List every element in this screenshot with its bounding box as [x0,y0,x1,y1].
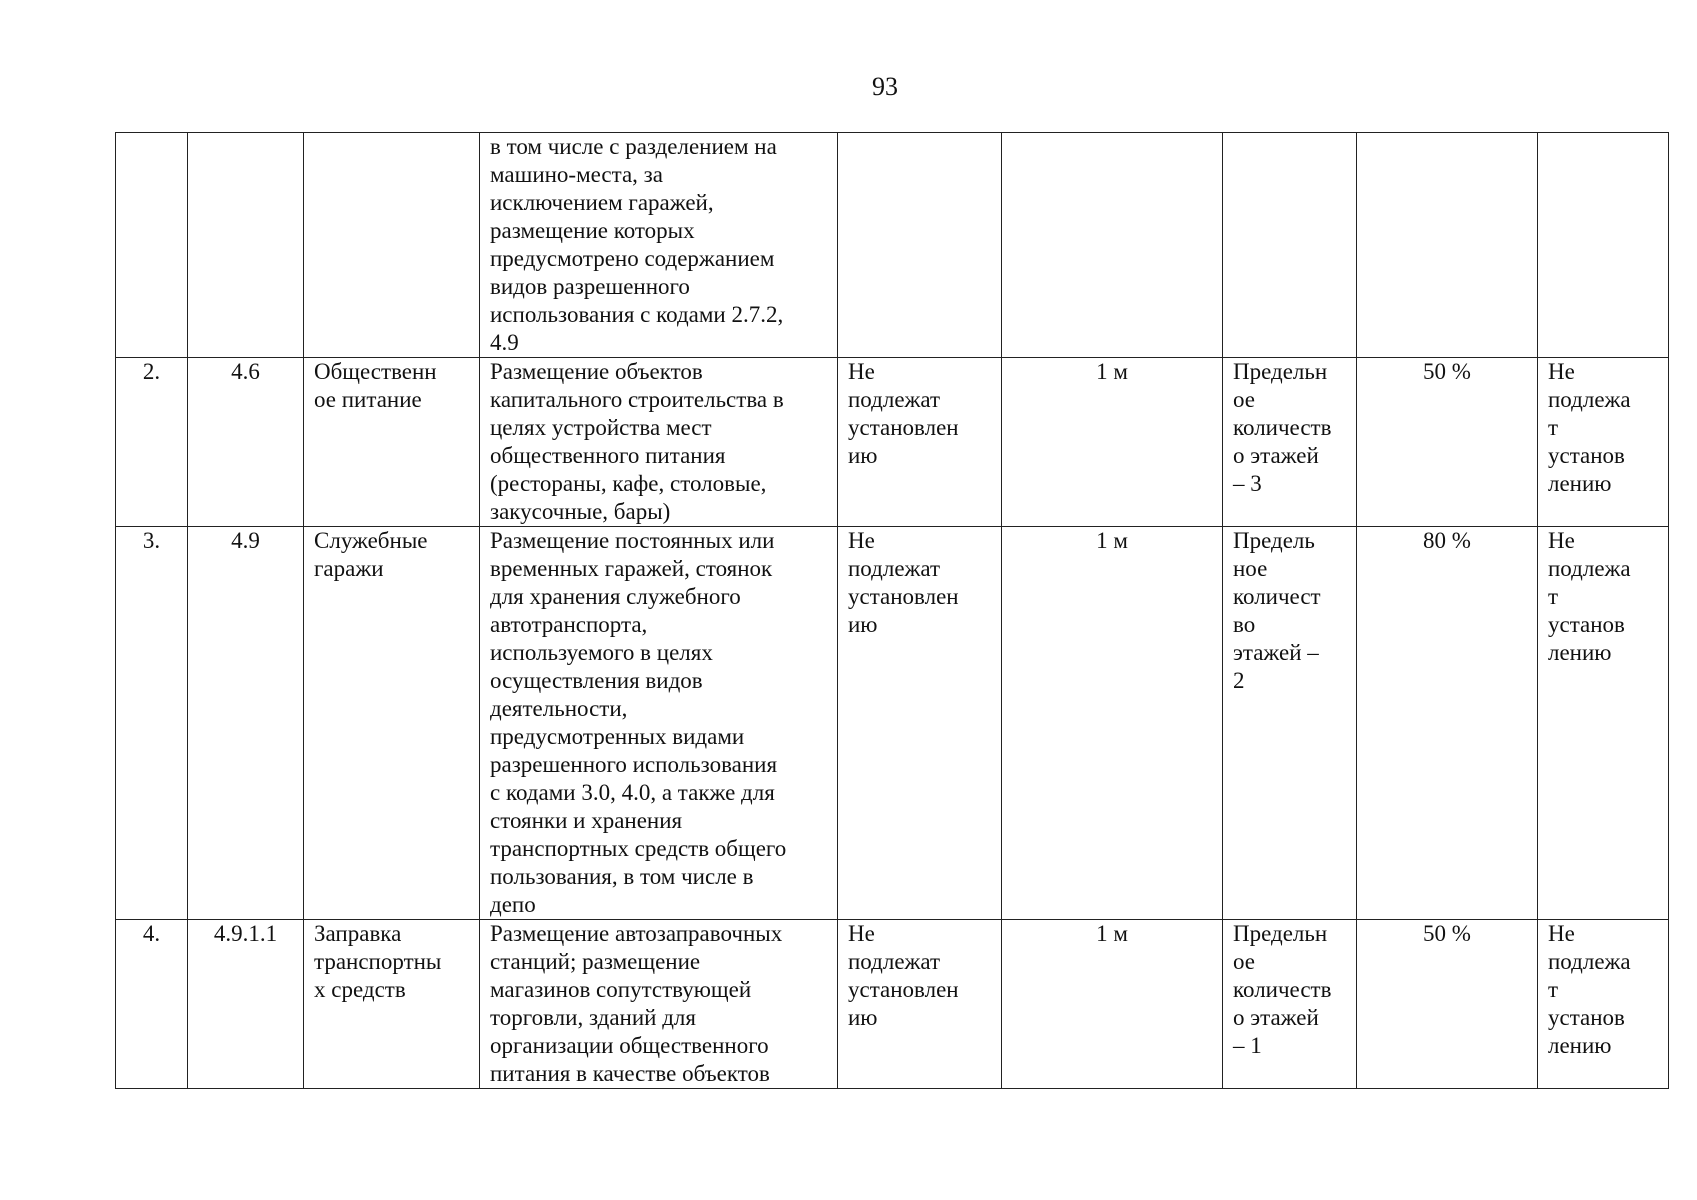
min-area: Не подлежат установлен ию [848,359,959,468]
min-area-cell [838,358,1002,527]
name-cell [304,920,480,1089]
row-number-cell [116,527,188,920]
row-number: 2. [142,359,161,384]
description-cell [480,920,838,1089]
other-cell [1538,920,1669,1089]
code-cell [188,920,304,1089]
other-cell [1538,527,1669,920]
row-number: 3. [142,528,161,553]
floors: Предельн ое количеств о этажей – 1 [1233,921,1332,1058]
use-code: 4.9.1.1 [213,921,278,946]
coverage: 80 % [1423,528,1471,553]
min-area: Не подлежат установлен ию [848,528,959,637]
min-area-cell [838,527,1002,920]
use-name: Заправка транспортны х средств [314,921,442,1002]
floors-cell [1223,358,1357,527]
floors-cell [1223,527,1357,920]
setback-cell [1002,920,1223,1089]
row-number-cell [116,920,188,1089]
floors: Предель ное количест во этажей – 2 [1233,528,1321,693]
use-description: в том числе с разделением на машино-места, за исключением гаражей, размещение которых предусмотрено содержанием видов разрешенного использования с кодами 2.7.2, 4.9 [490,134,784,355]
setback-cell [1002,133,1223,358]
coverage-cell [1357,527,1538,920]
use-code: 4.9 [231,528,260,553]
table-row [116,920,1669,1089]
floors-cell [1223,920,1357,1089]
other-params: Не подлежа т установ лению [1548,359,1631,496]
setback-cell [1002,358,1223,527]
floors-cell [1223,133,1357,358]
table-row [116,358,1669,527]
name-cell [304,527,480,920]
min-area-cell [838,133,1002,358]
other-params: Не подлежа т установ лению [1548,921,1631,1058]
description-cell [480,527,838,920]
use-code: 4.6 [231,359,260,384]
description-cell [480,358,838,527]
other-cell [1538,358,1669,527]
setback: 1 м [1096,921,1128,946]
other-cell [1538,133,1669,358]
use-name: Служебные гаражи [314,528,428,581]
other-params: Не подлежа т установ лению [1548,528,1631,665]
use-name: Общественн ое питание [314,359,437,412]
use-description: Размещение объектов капитального строительства в целях устройства мест общественного питания (рестораны, кафе, столовые, закусочные, бары) [490,359,784,524]
setback-cell [1002,527,1223,920]
setback: 1 м [1096,528,1128,553]
coverage-cell [1357,358,1538,527]
coverage: 50 % [1423,921,1471,946]
code-cell [188,358,304,527]
coverage-cell [1357,133,1538,358]
min-area-cell [838,920,1002,1089]
use-description: Размещение автозаправочных станций; размещение магазинов сопутствующей торговли, зданий для организации общественного питания в качестве объектов [490,921,783,1086]
name-cell [304,133,480,358]
table-row [116,133,1669,358]
name-cell [304,358,480,527]
coverage-cell [1357,920,1538,1089]
row-number-cell [116,358,188,527]
zoning-table [115,132,1669,1089]
coverage: 50 % [1423,359,1471,384]
description-cell [480,133,838,358]
floors: Предельн ое количеств о этажей – 3 [1233,359,1332,496]
setback: 1 м [1096,359,1128,384]
code-cell [188,133,304,358]
use-description: Размещение постоянных или временных гаражей, стоянок для хранения служебного автотранспорта, используемого в целях осуществления видов деятельности, предусмотренных видами разрешенного использования с кодами 3.0, 4.0, а также для стоянки и хранения транспортных средств общего пользования, в том числе в депо [490,528,787,917]
row-number: 4. [142,921,161,946]
page-number: 93 [872,72,898,101]
row-number-cell [116,133,188,358]
min-area: Не подлежат установлен ию [848,921,959,1030]
code-cell [188,527,304,920]
table-row [116,527,1669,920]
